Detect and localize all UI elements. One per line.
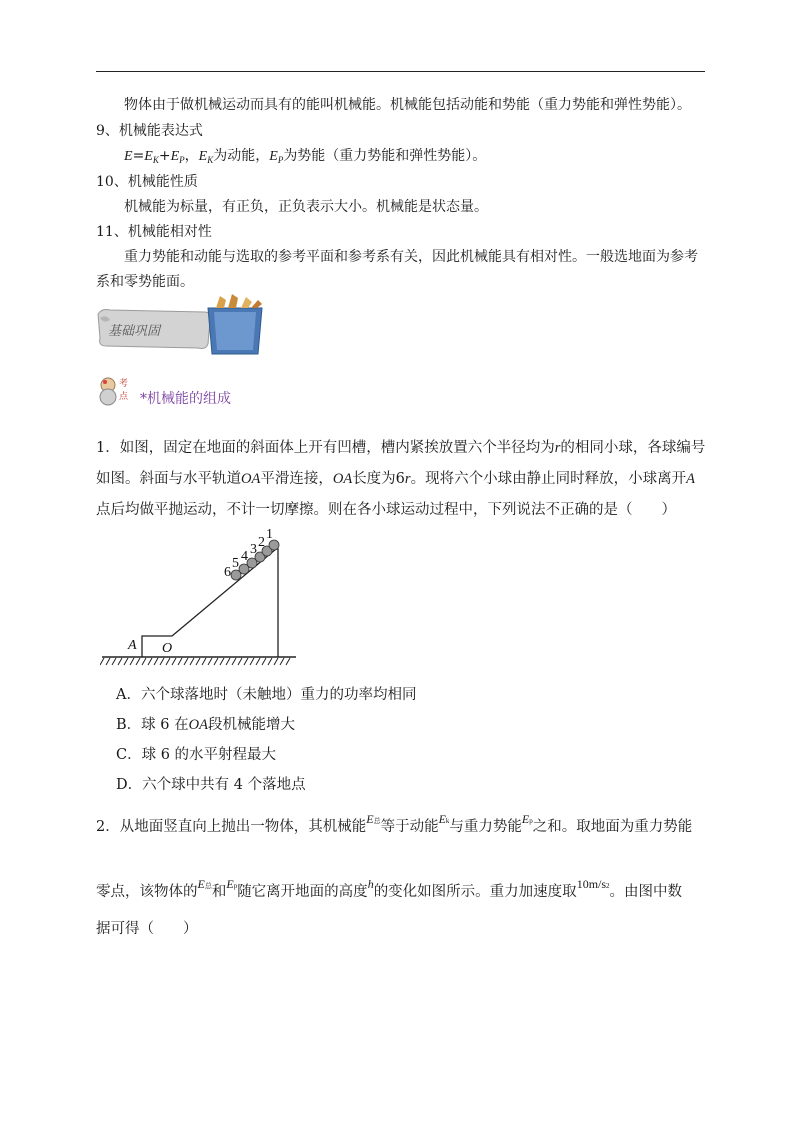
- ball-label-5: 5: [232, 556, 239, 571]
- section-11-body-2: 系和零势能面。: [96, 274, 194, 290]
- q1-line-3: 点后均做平抛运动，不计一切摩擦。则在各小球运动过程中，下列说法不正确的是（ ）: [96, 502, 676, 518]
- basic-consolidation-banner: [96, 294, 274, 356]
- q2-line-3: 据可得（ ）: [96, 921, 198, 937]
- point-A-label: A: [128, 638, 137, 653]
- q2-line-2: 零点，该物体的$^{E总}$和$^{Ep}$随它离开地面的高度$^h$的变化如图所示。重力加速度取$^{10m/s2}$。由图中数: [96, 877, 683, 900]
- svg-text:点: 点: [119, 392, 129, 402]
- q1-option-c[interactable]: C．球 6 的水平射程最大: [116, 747, 277, 763]
- kaodian-title: *机械能的组成: [140, 391, 231, 407]
- ball-label-1: 1: [266, 527, 273, 542]
- section-9-heading: 9、机械能表达式: [96, 123, 203, 139]
- q1-line-1: 1．如图，固定在地面的斜面体上开有凹槽，槽内紧挨放置六个半径均为r的相同小球，各球编号: [96, 440, 706, 456]
- banner-text: 基础巩固: [108, 324, 161, 339]
- ball-label-4: 4: [241, 549, 248, 564]
- header-rule: [96, 71, 705, 72]
- ground-hatching: [100, 658, 290, 665]
- q1-option-d[interactable]: D．六个球中共有 4 个落地点: [116, 777, 306, 793]
- section-11-body-1: 重力势能和动能与选取的参考平面和参考系有关，因此机械能具有相对性。一般选地面为参考: [124, 249, 698, 265]
- intro-line: 物体由于做机械运动而具有的能叫机械能。机械能包括动能和势能（重力势能和弹性势能）。: [124, 97, 691, 113]
- ball-label-6: 6: [224, 565, 231, 580]
- section-9-formula: $E=E_K+E_P$，$E_K$为动能，$E_P$为势能（重力势能和弹性势能）。: [124, 148, 487, 165]
- point-O-label: O: [162, 641, 173, 656]
- q1-option-b[interactable]: B．球 6 在OA段机械能增大: [116, 717, 295, 733]
- q1-line-2: 如图。斜面与水平轨道OA平滑连接，OA长度为6r。现将六个小球由静止同时释放，小球离开A: [96, 471, 695, 487]
- q1-incline-figure: [100, 526, 300, 672]
- ball-label-2: 2: [258, 535, 265, 550]
- section-10-body: 机械能为标量，有正负，正负表示大小。机械能是状态量。: [124, 199, 488, 215]
- svg-text:考: 考: [119, 379, 129, 389]
- kaodian-icon: [96, 373, 136, 409]
- section-11-heading: 11、机械能相对性: [96, 224, 212, 240]
- q2-line-1: 2．从地面竖直向上抛出一物体，其机械能$^{E总}$等于动能$^{Ek}$与重力势能$^{Ep}$之和。取地面为重力势能: [96, 812, 693, 835]
- q1-option-a[interactable]: A．六个球落地时（未触地）重力的功率均相同: [116, 687, 417, 703]
- ball-label-3: 3: [250, 542, 257, 557]
- section-10-heading: 10、机械能性质: [96, 174, 198, 190]
